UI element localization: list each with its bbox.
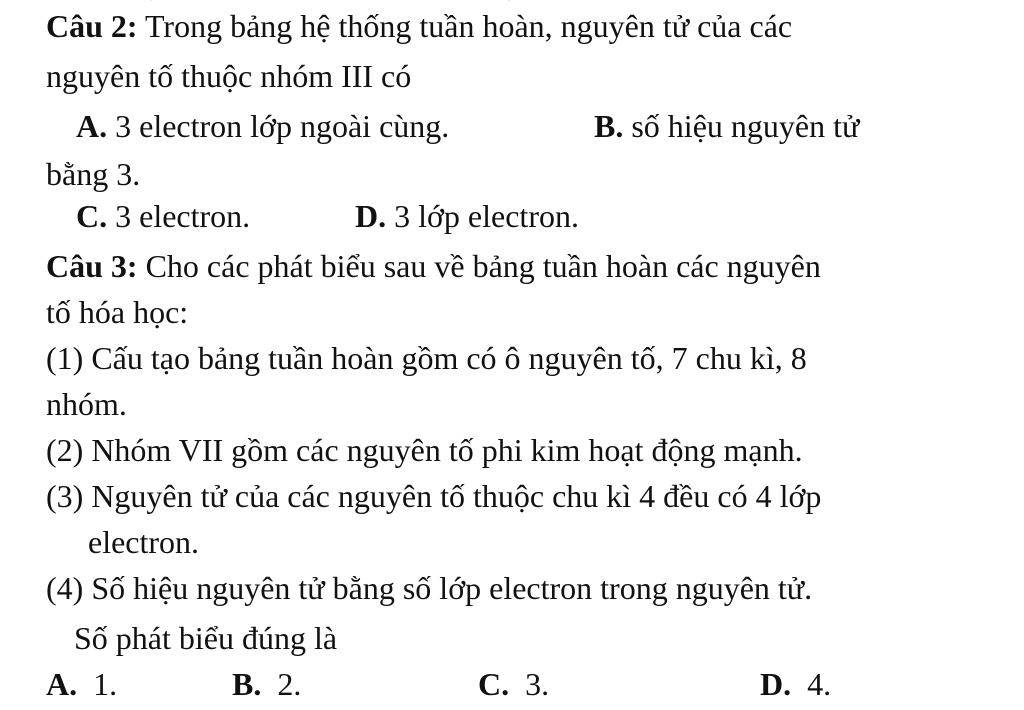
- scan-edge-line: [150, 0, 510, 5]
- q3-stem-line2: tố hóa học:: [46, 294, 189, 330]
- q2-option-a-text: 3 electron lớp ngoài cùng.: [107, 108, 450, 144]
- q3-prompt: Số phát biểu đúng là: [74, 620, 338, 656]
- q2-label: Câu 2:: [46, 8, 138, 44]
- q2-option-a: [76, 106, 449, 146]
- q3-option-c-text: 3.: [509, 666, 550, 702]
- q3-stem-line1: [46, 246, 821, 286]
- q3-statement-1-line2: nhóm.: [46, 386, 127, 422]
- q2-option-c-letter: C.: [76, 198, 108, 234]
- q3-option-a-letter: A.: [46, 666, 78, 702]
- q3-option-b: [232, 664, 301, 704]
- q3-stem-text1: Cho các phát biểu sau về bảng tuần hoàn các nguyên: [137, 248, 821, 284]
- q2-option-c-text: 3 electron.: [107, 198, 251, 234]
- q3-option-a-text: 1.: [77, 666, 118, 702]
- q3-option-b-letter: B.: [232, 666, 262, 702]
- q2-option-d-text: 3 lớp electron.: [386, 198, 579, 234]
- q3-option-d: [760, 664, 831, 704]
- q3-option-d-text: 4.: [791, 666, 832, 702]
- q2-option-b-continued: bằng 3.: [46, 156, 141, 192]
- q3-option-d-letter: D.: [760, 666, 792, 702]
- q3-option-b-text: 2.: [261, 666, 302, 702]
- q2-option-b: [594, 106, 859, 146]
- q3-option-c-letter: C.: [478, 666, 510, 702]
- q2-stem-text1: Trong bảng hệ thống tuần hoàn, nguyên tử của các: [137, 8, 793, 44]
- q3-statement-1-line1: (1) Cấu tạo bảng tuần hoàn gồm có ô nguyên tố, 7 chu kì, 8: [46, 340, 807, 376]
- q3-label: Câu 3:: [46, 248, 138, 284]
- q3-statement-4: (4) Số hiệu nguyên tử bằng số lớp electron trong nguyên tử.: [46, 570, 813, 606]
- q2-option-a-letter: A.: [76, 108, 108, 144]
- q2-option-b-letter: B.: [594, 108, 624, 144]
- q3-option-c: [478, 664, 549, 704]
- q3-option-a: [46, 664, 117, 704]
- q2-option-c: [76, 196, 250, 236]
- q2-option-d: [355, 196, 579, 236]
- q2-stem-line1: [46, 6, 792, 46]
- q2-option-d-letter: D.: [355, 198, 387, 234]
- q3-statement-2: (2) Nhóm VII gồm các nguyên tố phi kim hoạt động mạnh.: [46, 432, 803, 468]
- q3-statement-3-line2: electron.: [88, 524, 200, 560]
- q3-statement-3-line1: (3) Nguyên tử của các nguyên tố thuộc chu kì 4 đều có 4 lớp: [46, 478, 822, 514]
- q2-stem-line2: nguyên tố thuộc nhóm III có: [46, 58, 412, 94]
- q2-option-b-text: số hiệu nguyên tử: [623, 108, 860, 144]
